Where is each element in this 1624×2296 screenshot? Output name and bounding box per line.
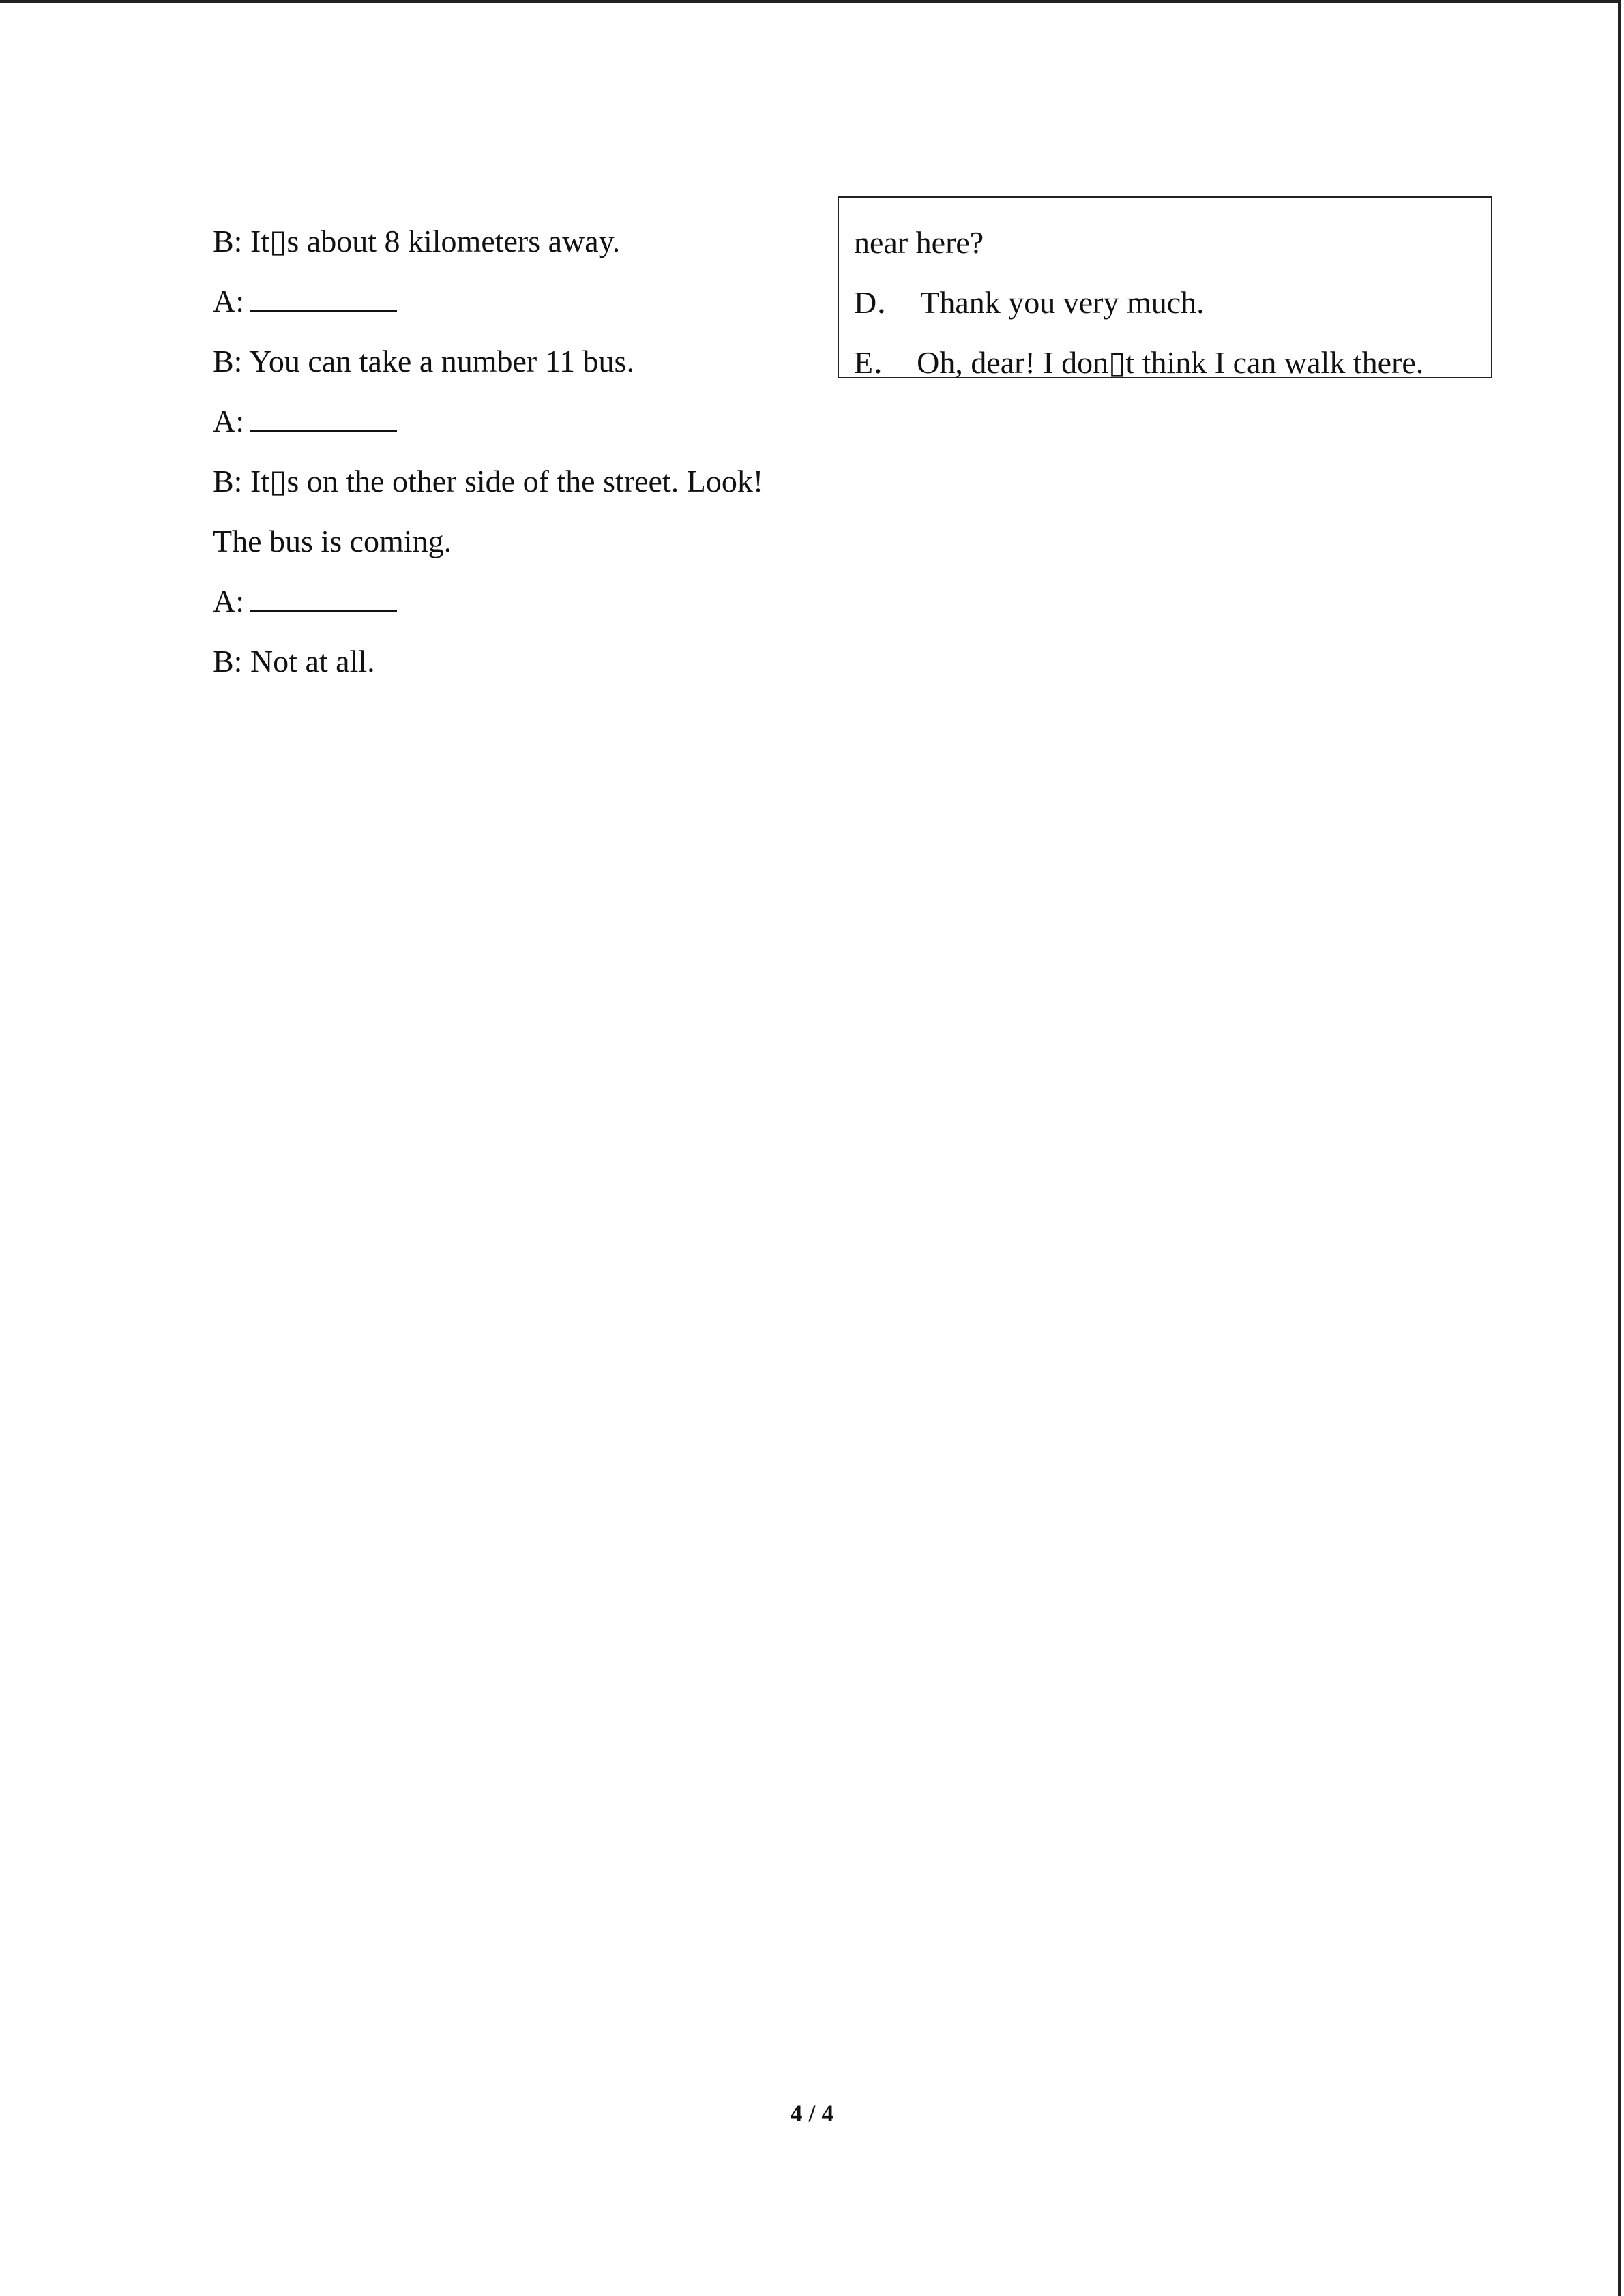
option-letter: D． [854, 285, 909, 320]
answer-line [213, 571, 827, 631]
option-item-d [854, 273, 1491, 333]
answer-blank[interactable] [250, 282, 397, 312]
dialogue-line: The bus is coming. [213, 524, 452, 558]
option-item-e [854, 333, 1491, 393]
dialogue-section [213, 211, 827, 691]
option-letter: E． [854, 345, 905, 380]
dialogue-line: B: It▯s about 8 kilometers away. [213, 224, 621, 258]
speaker-label: A: [213, 584, 244, 618]
dialogue-line: B: You can take a number 11 bus. [213, 344, 634, 378]
dialogue-line: B: Not at all. [213, 644, 375, 679]
answer-line [213, 391, 827, 451]
options-box [838, 196, 1492, 378]
speaker-label: A: [213, 284, 244, 318]
option-continuation: near here? [854, 225, 984, 260]
answer-line [213, 271, 827, 331]
speaker-label: A: [213, 404, 244, 438]
page-number: 4 / 4 [790, 2100, 834, 2127]
answer-blank[interactable] [250, 402, 397, 432]
dialogue-line: B: It▯s on the other side of the street. Look! [213, 464, 764, 498]
option-text: Thank you very much. [920, 285, 1205, 320]
answer-blank[interactable] [250, 582, 397, 612]
option-text: Oh, dear! I don▯t think I can walk there. [917, 345, 1424, 380]
